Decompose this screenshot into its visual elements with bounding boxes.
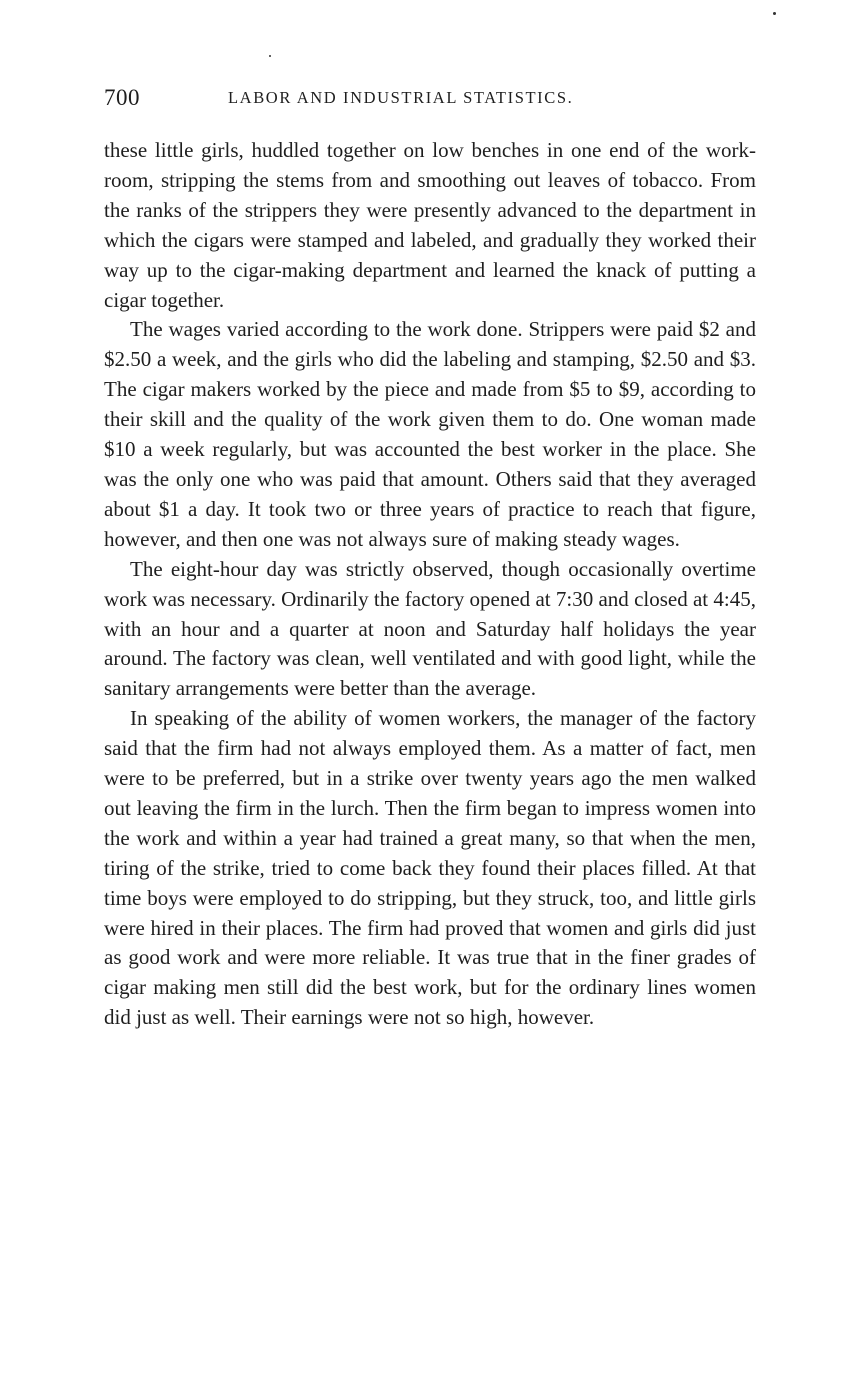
scan-speck: [269, 55, 271, 57]
paragraph-continuation: these little girls, huddled together on low benches in one end of the work-room, stripping the stems from and smoothing out leaves of tobacco. From the ranks of the strippers they were presently advanced to the department in which the cigars were stamped and labeled, and gradually they worked their way up to the cigar-making department and learned the knack of putting a cigar together.: [104, 138, 756, 312]
scan-speck: [773, 12, 776, 15]
paragraph-wages: The wages varied according to the work done. Strippers were paid $2 and $2.50 a week, and the girls who did the labeling and stamping, $2.50 and $3. The cigar makers worked by the piece and made from $5 to $9, according to their skill and the quality of the work given them to do. One woman made $10 a week regularly, but was accounted the best worker in the place. She was the only one who was paid that amount. Others said that they averaged about $1 a day. It took two or three years of practice to reach that figure, however, and then one was not always sure of making steady wages.: [104, 317, 756, 551]
body-text: [104, 136, 756, 1033]
paragraph-women-workers: In speaking of the ability of women workers, the manager of the factory said that the firm had not always employed them. As a matter of fact, men were to be preferred, but in a strike over twenty years ago the men walked out leaving the firm in the lurch. Then the firm began to impress women into the work and within a year had trained a great many, so that when the men, tiring of the strike, tried to come back they found their places filled. At that time boys were employed to do stripping, but they struck, too, and little girls were hired in their places. The firm had proved that women and girls did just as good work and were more reliable. It was true that in the finer grades of cigar making men still did the best work, but for the ordinary lines women did just as well. Their earnings were not so high, however.: [104, 706, 756, 1030]
page-number: 700: [104, 85, 140, 110]
running-head: LABOR AND INDUSTRIAL STATISTICS.: [228, 88, 574, 107]
page-header: [104, 83, 764, 113]
paragraph-hours: The eight-hour day was strictly observed, though occasionally overtime work was necessary. Ordinarily the factory opened at 7:30 and closed at 4:45, with an hour and a quarter at noon and Saturday half holidays the year around. The factory was clean, well ventilated and with good light, while the sanitary arrangements were better than the average.: [104, 556, 756, 701]
